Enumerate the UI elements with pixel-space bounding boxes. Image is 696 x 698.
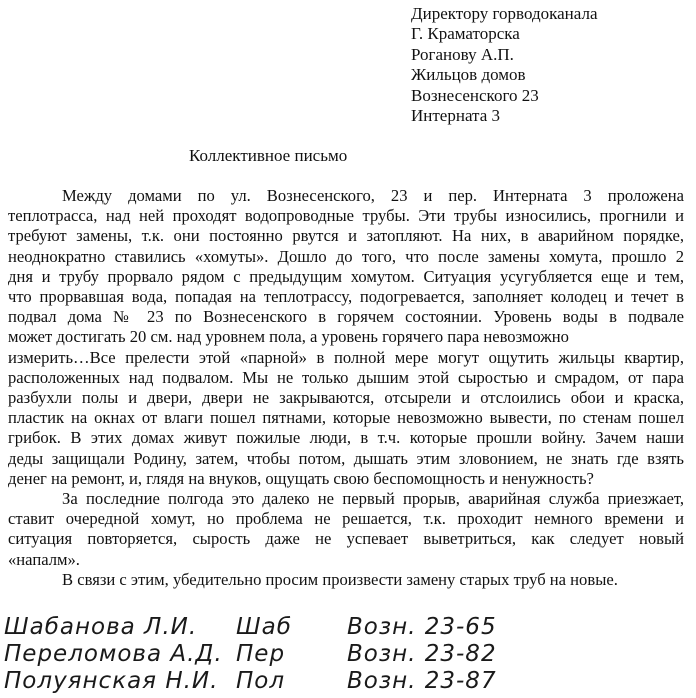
body-line: дня и трубу прорвало рядом с предыдущим хомутом. Ситуация усугубляется еще и тем, [8,266,684,286]
addressee-line: Интерната 3 [411,106,500,126]
signature-mark: Шаб [236,614,292,640]
body-line: За последние полгода это далеко не первый прорыв, аварийная служба приезжает, [62,489,684,508]
addressee-line: Директору горводоканала [411,4,598,23]
addressee-line: Жильцов домов [411,65,526,85]
signature-address: Возн. 23-82 [347,641,497,667]
signature-mark: Пер [236,641,286,667]
body-line: ситуация повторяется, сырость даже не успевает выветриться, как следует новый [8,529,684,549]
signature-row [0,614,696,644]
body-line: «напалм». [8,549,80,569]
body-line: денег на ремонт, и, глядя на внуков, ощущать свою беспомощность и ненужность? [8,468,594,488]
body-line: грибок. В этих домах живут пожилые люди, в т.ч. которые прошли войну. Зачем наши [8,428,684,448]
signature-address: Возн. 23-65 [347,614,497,640]
signatures-block [0,612,696,692]
addressee-line: Роганову А.П. [411,44,514,64]
signature-mark: Пол [236,668,286,694]
body-line: теплотрасса, над ней проходят водопроводные трубы. Эти трубы износились, прогнили и [8,206,684,226]
body-line: расположенных над подвалом. Мы не только дышим этой сыростью и смрадом, от пара [8,367,684,387]
addressee-line: Вознесенского 23 [411,85,539,105]
body-line: разбухли полы и двери, двери не закрываются, отсырели и отслоились обои и краска, [8,388,684,407]
signature-name: Шабанова Л.И. [4,614,198,640]
body-line: Между домами по ул. Вознесенского, 23 и пер. Интерната 3 проложена [62,186,684,205]
body-line: требуют замены, т.к. они постоянно рвутся и затопляют. На них, в аварийном порядке, [8,226,684,246]
signature-row [0,641,696,671]
addressee-line: Г. Краматорска [411,24,520,44]
signature-name: Полуянская Н.И. [4,668,219,694]
body-line: ставит очередной хомут, но проблема не решается, т.к. проходит немного времени и [8,509,684,529]
addressee-block [411,4,598,126]
body-line: В связи с этим, убедительно просим произвести замену старых труб на новые. [62,569,618,589]
body-line: пластик на окнах от влаги пошел пятнами, которые невозможно вывести, по стенам пошел [8,408,684,428]
signature-address: Возн. 23-87 [347,668,497,694]
body-line: неоднократно ставились «хомуты». Дошло до того, что после замены хомута, прошло 2 [8,246,684,266]
body-line: что прорвавшая вода, попадая на теплотрассу, подогревается, заполняет колодец и течет в [8,287,684,306]
body-line: измерить…Все прелести этой «парной» в полной мере могут ощутить жильцы квартир, [8,347,684,367]
body-line: деды защищали Родину, затем, чтобы потом, дышать этим зловонием, не знать где взять [8,448,684,468]
signature-row [0,668,696,698]
body-line: подвал дома № 23 по Вознесенского в горячем состоянии. Уровень воды в подвале [8,307,684,327]
signature-name: Переломова А.Д. [4,641,223,667]
document-title: Коллективное письмо [189,146,348,165]
body-line: может достигать 20 см. над уровнем пола, а уровень горячего пара невозможно [8,327,569,347]
